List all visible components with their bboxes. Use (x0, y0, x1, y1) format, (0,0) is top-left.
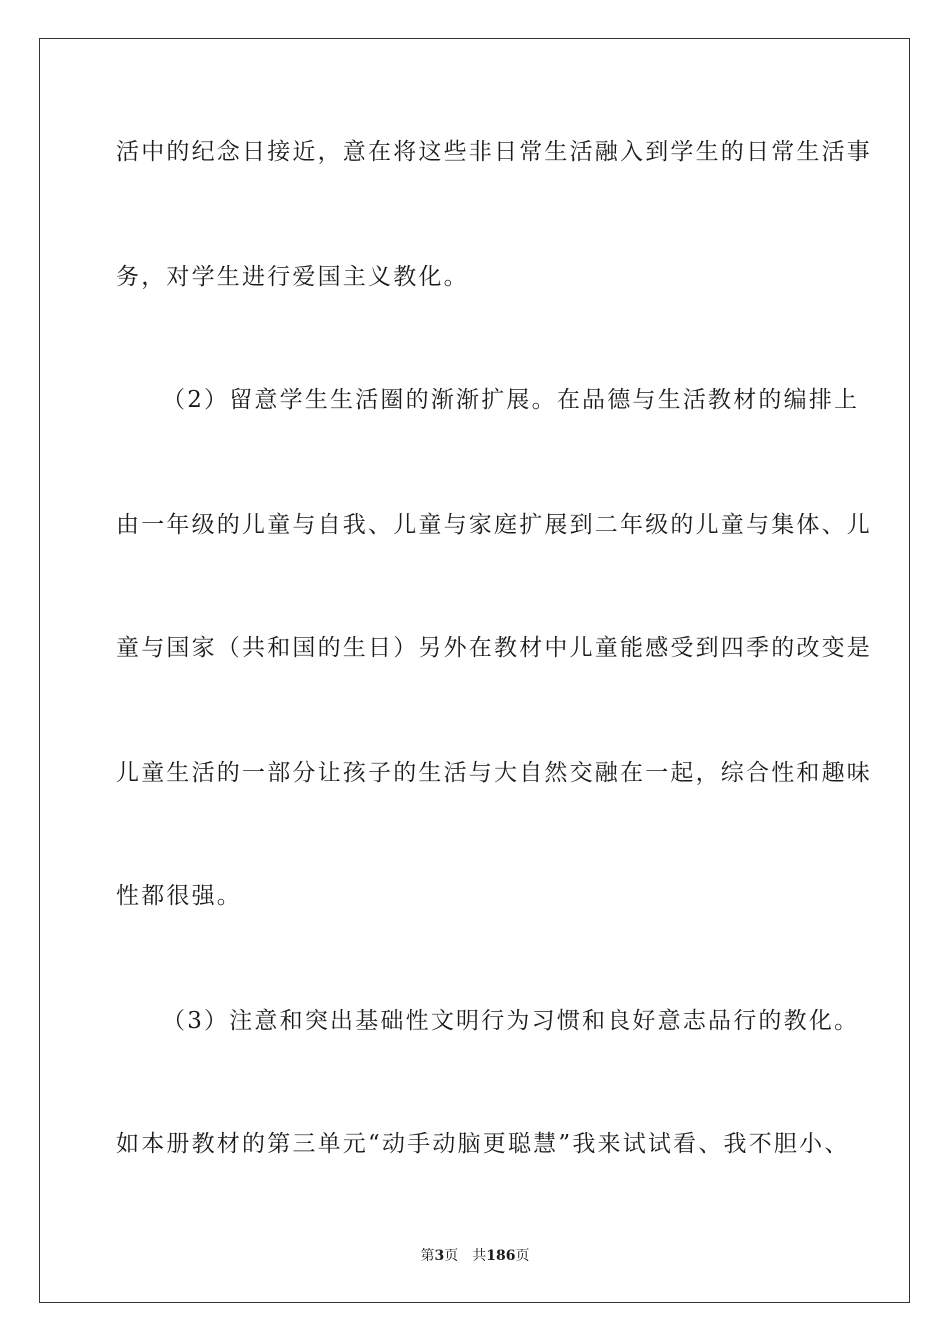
page-footer (0, 1247, 950, 1265)
body-text-line: 儿童生活的一部分让孩子的生活与大自然交融在一起，综合性和趣味 (116, 760, 872, 786)
total-pages: 186 (486, 1248, 516, 1264)
body-text-line: 务，对学生进行爱国主义教化。 (116, 264, 469, 290)
body-text-line: 童与国家（共和国的生日）另外在教材中儿童能感受到四季的改变是 (116, 635, 872, 661)
page-frame (39, 38, 910, 1303)
page-number: 3 (434, 1248, 445, 1264)
total-suffix: 页 (515, 1248, 530, 1264)
paragraph-start-line: （2）留意学生生活圈的渐渐扩展。在品德与生活教材的编排上 (162, 387, 860, 413)
body-text-line: 由一年级的儿童与自我、儿童与家庭扩展到二年级的儿童与集体、儿 (116, 512, 872, 538)
body-text-line: 活中的纪念日接近，意在将这些非日常生活融入到学生的日常生活事 (116, 139, 872, 165)
total-prefix: 共 (472, 1248, 487, 1264)
paragraph-start-line: （3）注意和突出基础性文明行为习惯和良好意志品行的教化。 (162, 1008, 860, 1034)
body-text-line: 如本册教材的第三单元“动手动脑更聪慧”我来试试看、我不胆小、 (116, 1131, 850, 1157)
page-prefix: 第 (420, 1248, 435, 1264)
body-text-line: 性都很强。 (116, 883, 242, 909)
page-suffix: 页 (444, 1248, 459, 1264)
